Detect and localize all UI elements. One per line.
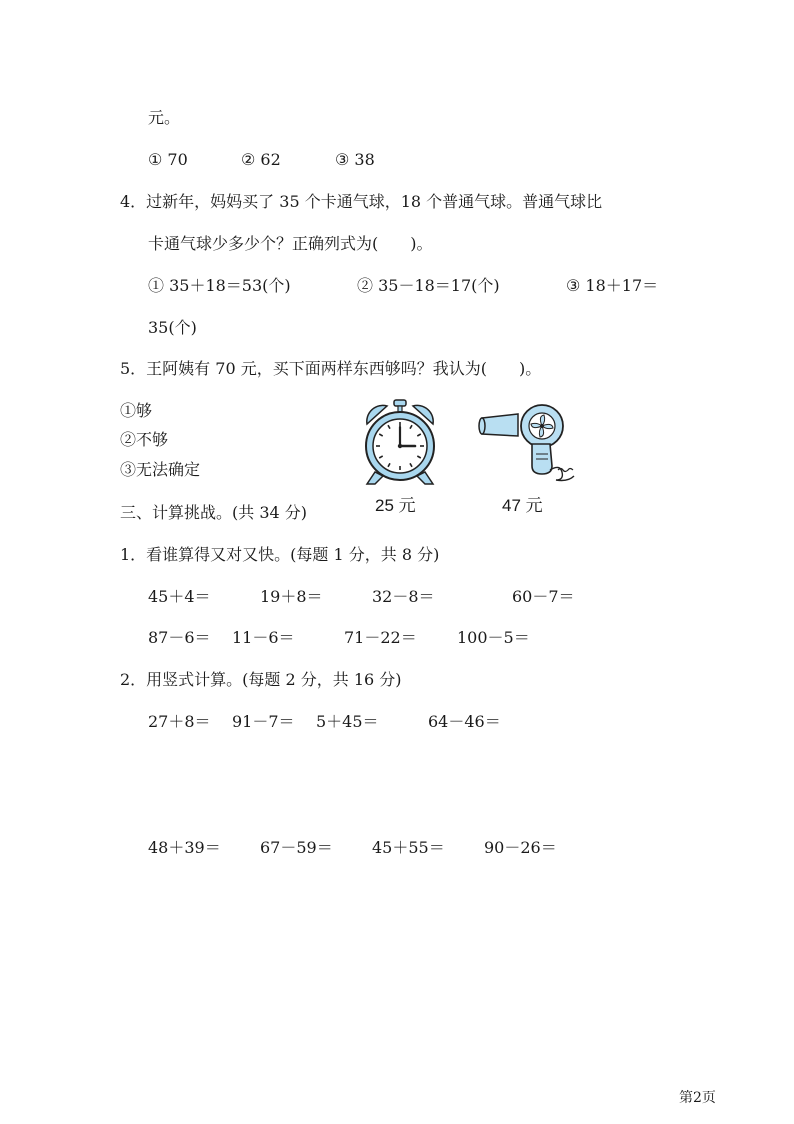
part1-row1-expr-1: 45＋4＝	[148, 587, 211, 606]
part1-row2-expr-4: 100－5＝	[457, 628, 530, 647]
q5-question: 5．王阿姨有 70 元，买下面两样东西够吗？我认为( )。	[120, 359, 542, 378]
q3-tail: 元。	[148, 108, 181, 127]
part2-row2-expr-3: 45＋55＝	[372, 838, 445, 857]
q4-option-3-continued: 35(个)	[148, 318, 197, 337]
part2-row1-expr-2: 91－7＝	[232, 712, 295, 731]
q5-option-2: ②不够	[120, 430, 169, 449]
dryer-price: 47 元	[502, 496, 543, 515]
clock-price: 25 元	[375, 496, 416, 515]
q4-option-3: ③ 18＋17＝	[566, 276, 659, 295]
part1-row2-expr-3: 71－22＝	[344, 628, 417, 647]
part1-row1-expr-2: 19＋8＝	[260, 587, 323, 606]
part2-row2-expr-1: 48＋39＝	[148, 838, 221, 857]
part1-row1-expr-3: 32－8＝	[372, 587, 435, 606]
part2-row1-expr-4: 64－46＝	[428, 712, 501, 731]
q5-option-1: ①够	[120, 401, 153, 420]
part2-row2-expr-4: 90－26＝	[484, 838, 557, 857]
part2-row1-expr-1: 27＋8＝	[148, 712, 211, 731]
alarm-clock-icon	[357, 398, 443, 488]
hair-dryer-icon	[478, 404, 582, 484]
part1-row2-expr-1: 87－6＝	[148, 628, 211, 647]
q4-option-1: ① 35＋18＝53(个)	[148, 276, 291, 295]
part2-row2-expr-2: 67－59＝	[260, 838, 333, 857]
part2-row1-expr-3: 5＋45＝	[316, 712, 379, 731]
page-number: 第2页	[679, 1090, 716, 1106]
part1-row1-expr-4: 60－7＝	[512, 587, 575, 606]
q3-option-3: ③ 38	[335, 150, 375, 169]
q5-option-3: ③无法确定	[120, 460, 201, 479]
part1-row2-expr-2: 11－6＝	[232, 628, 295, 647]
q4-option-2: ② 35－18＝17(个)	[357, 276, 500, 295]
section3-title: 三、计算挑战。(共 34 分)	[120, 503, 308, 522]
q4-text-line2: 卡通气球少多少个？正确列式为( )。	[148, 234, 433, 253]
part1-title: 1．看谁算得又对又快。(每题 1 分，共 8 分)	[120, 545, 440, 564]
part2-title: 2．用竖式计算。(每题 2 分，共 16 分)	[120, 670, 402, 689]
q3-option-2: ② 62	[241, 150, 281, 169]
q4-text-line1: 4．过新年，妈妈买了 35 个卡通气球，18 个普通气球。普通气球比	[120, 192, 603, 211]
q3-option-1: ① 70	[148, 150, 188, 169]
